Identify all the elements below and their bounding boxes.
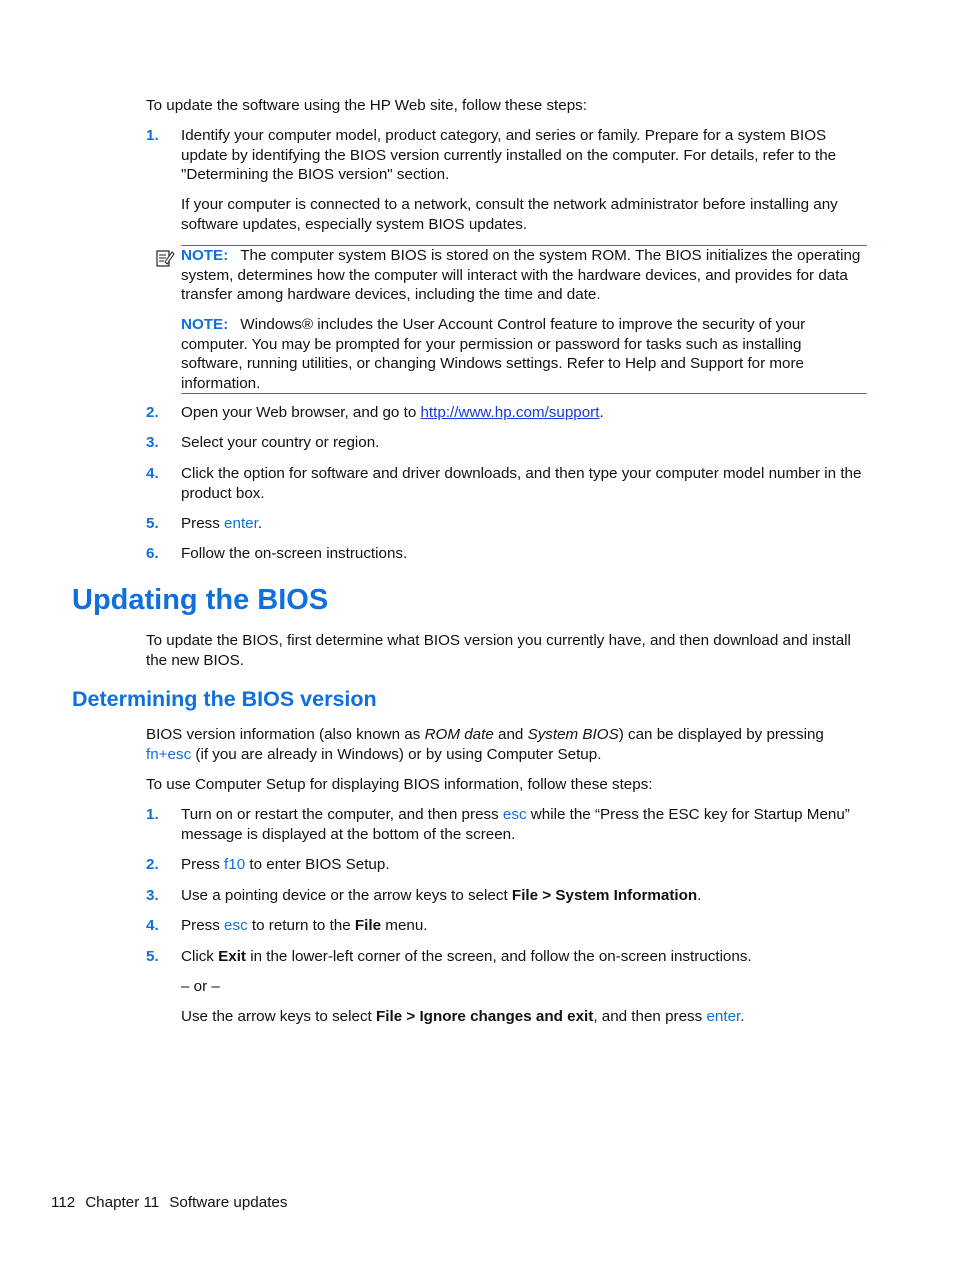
- section-paragraph: To update the BIOS, first determine what BIOS version you currently have, and then download and install the new BIOS.: [146, 632, 851, 669]
- step-number: 1.: [146, 806, 159, 823]
- step-text: Identify your computer model, product category, and series or family. Prepare for a system BIOS update by identifying the BIOS version currently installed on the computer. For details, refer to the "Determining the BIOS version" section.: [181, 127, 837, 183]
- note-2: [181, 315, 867, 393]
- key-enter: enter: [224, 515, 258, 532]
- key-esc: esc: [502, 806, 527, 823]
- step-number: 2.: [146, 856, 159, 873]
- hp-support-link[interactable]: http://www.hp.com/support: [420, 404, 600, 421]
- step-text: Click the option for software and driver downloads, and then type your computer model number in the product box.: [181, 465, 862, 502]
- step-number: 3.: [146, 434, 159, 451]
- step-text: Open your Web browser, and go to http://www.hp.com/support.: [181, 404, 604, 421]
- step-text: Click Exit in the lower-left corner of the screen, and follow the on-screen instructions.: [181, 948, 752, 965]
- note-box: [181, 245, 867, 394]
- note-text: Windows® includes the User Account Control feature to improve the security of your computer. You may be prompted for your permission or password for tasks such as installing software, running utilities, or changing Windows settings. Refer to Help and Support for more information.: [181, 316, 806, 392]
- key-enter: enter: [706, 1008, 741, 1025]
- footer-chapter: Chapter 11: [85, 1194, 160, 1211]
- step-number: 3.: [146, 887, 159, 904]
- step-number: 4.: [146, 917, 159, 934]
- subsection-heading: Determining the BIOS version: [72, 687, 377, 711]
- or-separator: – or –: [181, 978, 220, 995]
- subsection-paragraph: BIOS version information (also known as ROM date and System BIOS) can be displayed by pressing fn+esc (if you are already in Windows) or by using Computer Setup.: [146, 726, 824, 763]
- footer-title: Software updates: [169, 1194, 288, 1211]
- step-number: 4.: [146, 465, 159, 482]
- step-number: 5.: [146, 948, 159, 965]
- step-text: Follow the on-screen instructions.: [181, 545, 408, 562]
- step-text: Press f10 to enter BIOS Setup.: [181, 856, 390, 873]
- key-esc: esc: [224, 917, 248, 934]
- note-1: [181, 246, 867, 305]
- note-icon: [155, 248, 175, 268]
- step-text: Use a pointing device or the arrow keys to select File > System Information.: [181, 887, 702, 904]
- page-number: 112: [51, 1194, 76, 1211]
- intro-text: To update the software using the HP Web site, follow these steps:: [146, 97, 587, 114]
- key-f10: f10: [224, 856, 246, 873]
- step-number: 2.: [146, 404, 159, 421]
- alternative-text: Use the arrow keys to select File > Ignore changes and exit, and then press enter.: [181, 1008, 745, 1025]
- step-number: 1.: [146, 127, 159, 144]
- subsection-intro: To use Computer Setup for displaying BIOS information, follow these steps:: [146, 776, 653, 793]
- page-footer: [51, 1193, 297, 1213]
- key-fn-esc: fn+esc: [146, 745, 192, 763]
- step-number: 6.: [146, 545, 159, 562]
- step-text: Press enter.: [181, 515, 263, 532]
- note-label: NOTE:: [181, 247, 229, 264]
- step-text: Select your country or region.: [181, 434, 380, 451]
- section-heading: Updating the BIOS: [72, 584, 329, 616]
- note-text: The computer system BIOS is stored on the system ROM. The BIOS initializes the operating system, determines how the computer will interact with the hardware devices, and provides for data transfer among hardware devices, including the time and date.: [181, 247, 861, 303]
- step-text: Press esc to return to the File menu.: [181, 917, 428, 934]
- note-label: NOTE:: [181, 316, 229, 333]
- step-number: 5.: [146, 515, 159, 532]
- step-extra: If your computer is connected to a network, consult the network administrator before installing any software updates, especially system BIOS updates.: [181, 196, 838, 233]
- step-text: Turn on or restart the computer, and then press esc while the “Press the ESC key for Startup Menu” message is displayed at the bottom of the screen.: [181, 806, 850, 843]
